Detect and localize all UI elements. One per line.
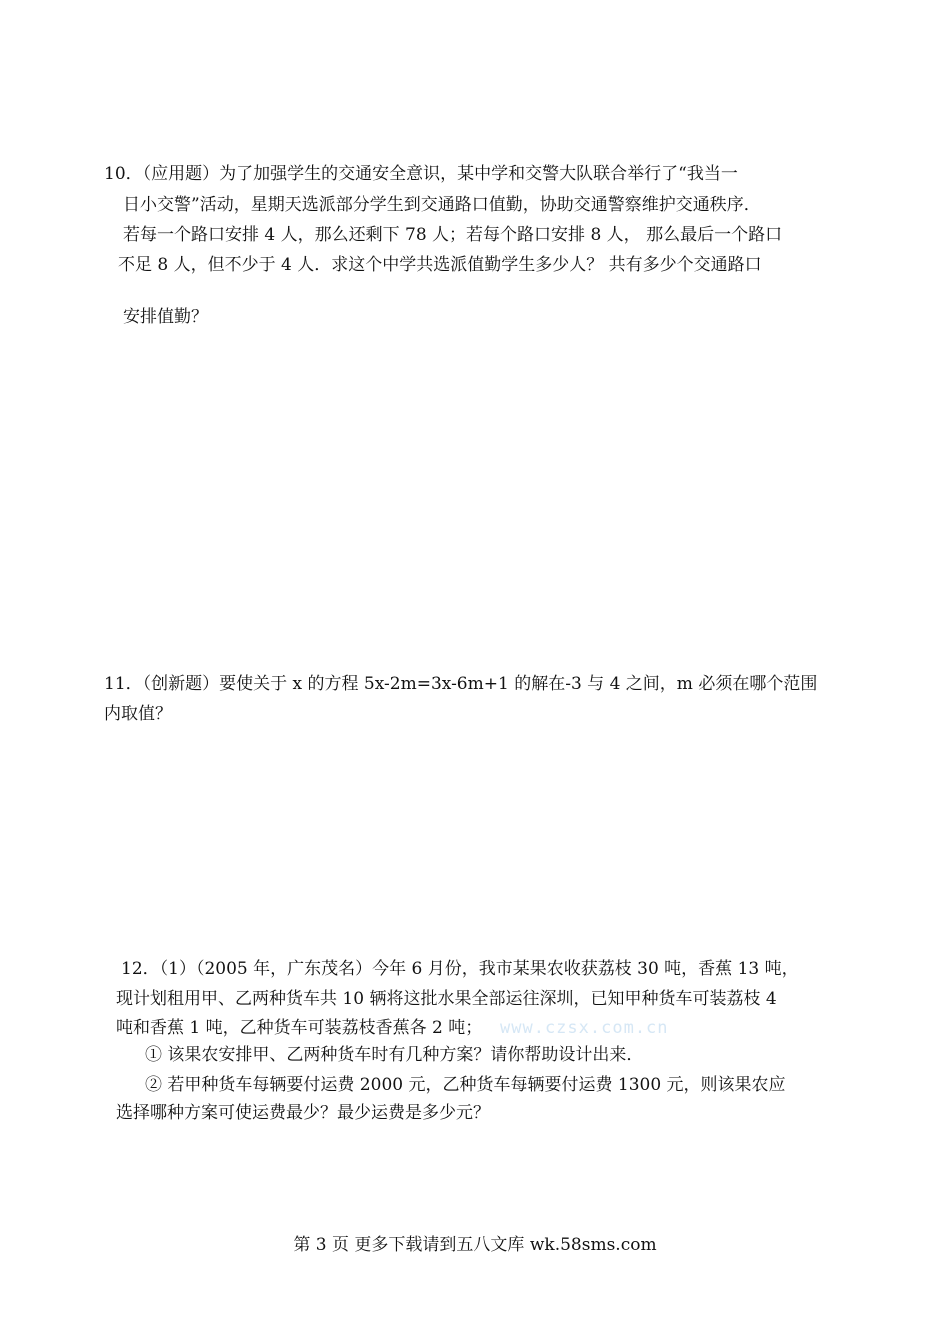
question-11-line-1: 11．（创新题）要使关于 x 的方程 5x-2m=3x-6m+1 的解在-3 与 4 之间，m 必须在哪个范围 [104, 674, 818, 694]
page-footer: 第 3 页 更多下载请到五八文库 wk.58sms.com [293, 1235, 657, 1255]
question-12-subquestion-2: ② 若甲种货车每辆要付运费 2000 元，乙种货车每辆要付运费 1300 元，则该果农应 [145, 1075, 786, 1095]
question-10-line-1: 10．（应用题）为了加强学生的交通安全意识，某中学和交警大队联合举行了“我当一 [104, 164, 738, 184]
question-12-subquestion-2-cont: 选择哪种方案可使运费最少？最少运费是多少元？ [116, 1103, 490, 1123]
question-10-line-3: 若每一个路口安排 4 人，那么还剩下 78 人；若每个路口安排 8 人， 那么最后一个路口 [123, 225, 783, 245]
question-10-line-2: 日小交警”活动，星期天选派部分学生到交通路口值勤，协助交通警察维护交通秩序． [123, 195, 761, 215]
question-10-line-5: 安排值勤？ [123, 307, 208, 327]
question-10-line-4: 不足 8 人，但不少于 4 人．求这个中学共选派值勤学生多少人？ 共有多少个交通路口 [118, 255, 762, 275]
question-11-line-2: 内取值？ [104, 704, 172, 724]
question-12-subquestion-1: ① 该果农安排甲、乙两种货车时有几种方案？请你帮助设计出来． [145, 1045, 644, 1065]
question-12-line-2: 现计划租用甲、乙两种货车共 10 辆将这批水果全部运往深圳，已知甲种货车可装荔枝 4 [116, 989, 777, 1009]
question-12-line-3: 吨和香蕉 1 吨，乙种货车可装荔枝香蕉各 2 吨； [116, 1018, 483, 1038]
question-12-line-1: 12．（1）（2005 年，广东茂名）今年 6 月份，我市某果农收获荔枝 30 吨，香蕉 13 吨， [121, 959, 799, 979]
watermark-text: www.czsx.com.cn [500, 1018, 669, 1038]
